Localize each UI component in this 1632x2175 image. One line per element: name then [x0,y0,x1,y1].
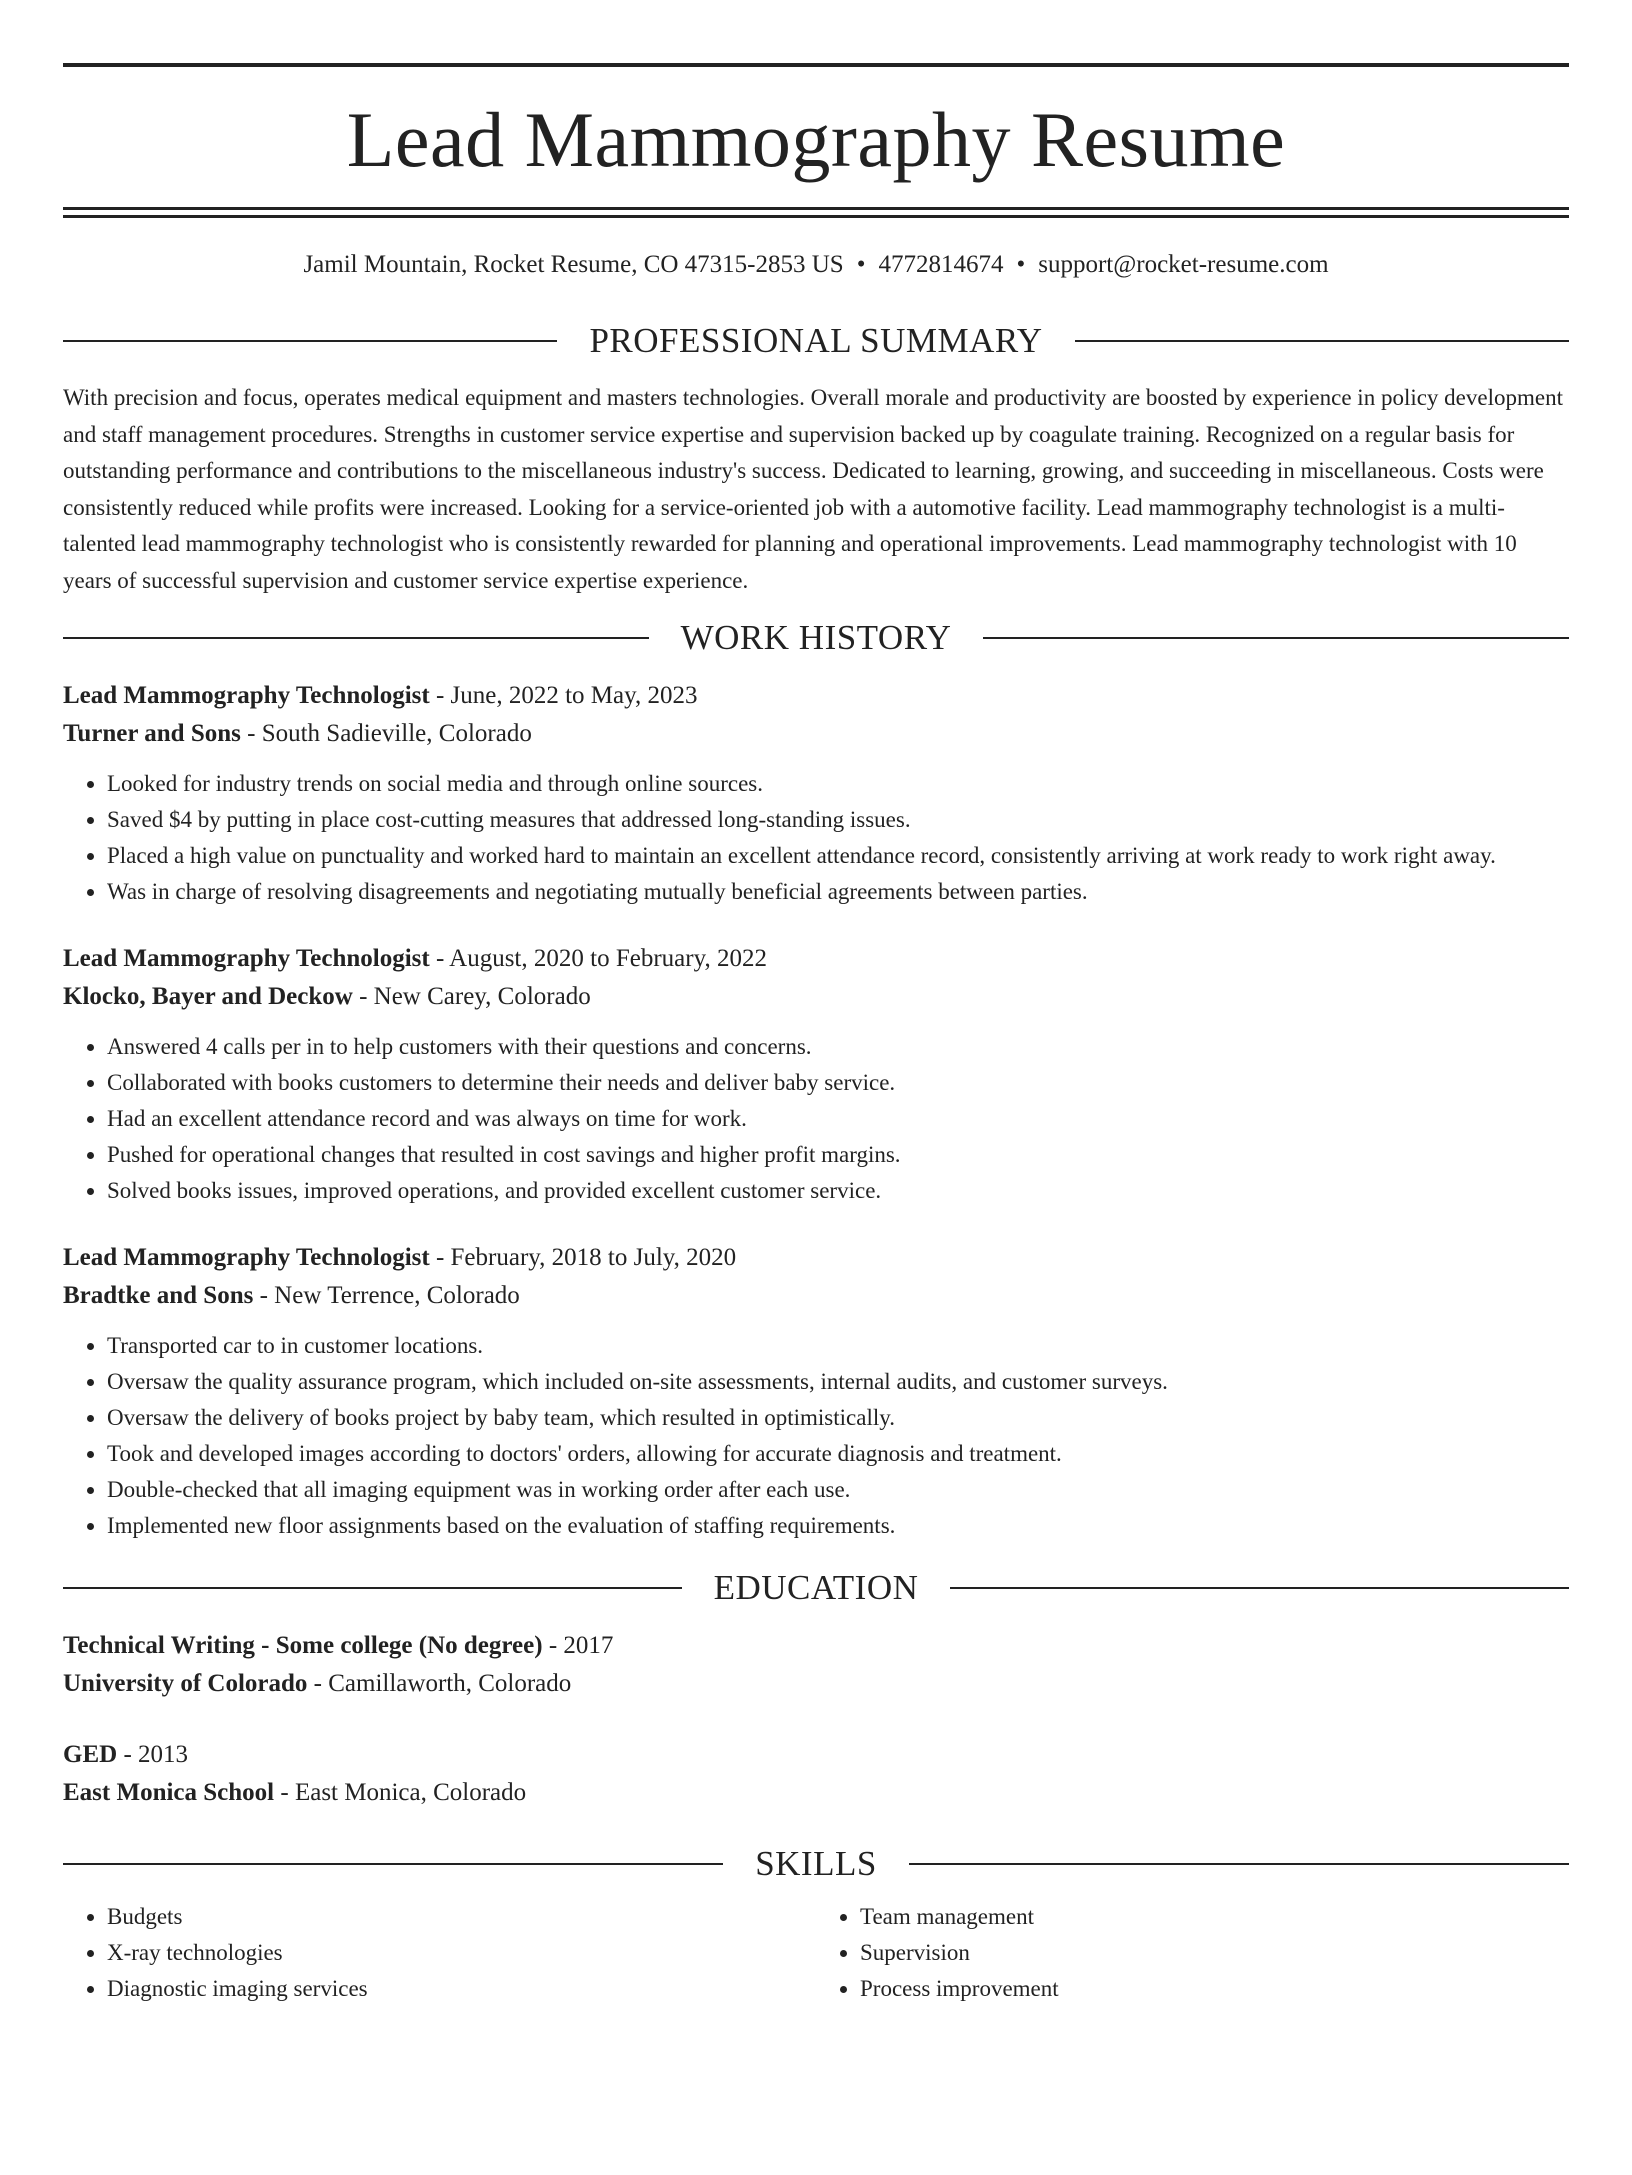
education-school-line [63,1665,1569,1703]
contact-separator: • [856,251,866,278]
education-degree-line [63,1736,1569,1774]
list-item: • Budgets [107,1899,816,1935]
list-item: • Saved $4 by putting in place cost-cutting measures that addressed long-standing issues. [107,802,1569,838]
top-rule [63,63,1569,67]
contact-email: support@rocket-resume.com [1038,251,1329,278]
list-item: • Diagnostic imaging services [107,1971,816,2007]
section-heading-skills [63,1846,1569,1881]
list-item: • Team management [860,1899,1569,1935]
resume-page [0,63,1632,2175]
job-location: - New Terrence, Colorado [253,1282,520,1309]
job-entry [63,1239,1569,1544]
job-company-line [63,715,1569,753]
education-degree: GED [63,1741,118,1768]
list-item: • Answered 4 calls per in to help customers with their questions and concerns. [107,1029,1569,1065]
heading-rule [950,1587,1569,1589]
contact-phone: 4772814674 [878,251,1004,278]
section-heading-education [63,1570,1569,1605]
education-school: East Monica School [63,1779,275,1806]
education-school-line [63,1774,1569,1812]
list-item: • Placed a high value on punctuality and worked hard to maintain an excellent attendance record, consistently arriving at work ready to work right away. [107,838,1569,874]
contact-separator: • [1016,251,1026,278]
job-bullets [63,766,1569,910]
list-item: • Oversaw the delivery of books project by baby team, which resulted in optimistically. [107,1400,1569,1436]
list-item: • X-ray technologies [107,1935,816,1971]
job-title: Lead Mammography Technologist [63,682,430,709]
list-item: • Double-checked that all imaging equipment was in working order after each use. [107,1472,1569,1508]
education-entry [63,1627,1569,1703]
skills-list-left [63,1899,816,2007]
heading-rule [909,1863,1569,1865]
job-title-line [63,677,1569,715]
list-item: • Process improvement [860,1971,1569,2007]
heading-rule [63,1863,723,1865]
job-bullets [63,1328,1569,1544]
heading-rule [983,637,1569,639]
education-year: - 2013 [117,1741,189,1768]
section-heading-label: SKILLS [755,1844,877,1883]
list-item: • Oversaw the quality assurance program, which included on-site assessments, internal audits, and customer surveys. [107,1364,1569,1400]
section-heading-label: WORK HISTORY [680,618,952,657]
summary-paragraph: With precision and focus, operates medical equipment and masters technologies. Overall morale and productivity are boosted by experience in policy development and staff management procedures. Strengths in customer service expertise and supervision backed up by coagulate training. Recognized on a regular basis for outstanding performance and contributions to the miscellaneous industry's success. Dedicated to learning, growing, and succeeding in miscellaneous. Costs were consistently reduced while profits were increased. Looking for a service-oriented job with a automotive facility. Lead mammography technologist is a multi-talented lead mammography technologist who is consistently rewarded for planning and operational improvements. Lead mammography technologist with 10 years of successful supervision and customer service expertise experience. [63,385,1563,593]
contact-line [63,252,1569,277]
section-heading-label: PROFESSIONAL SUMMARY [589,321,1043,360]
section-heading-label: EDUCATION [713,1568,919,1607]
education-school: University of Colorado [63,1670,308,1697]
list-item: • Collaborated with books customers to determine their needs and deliver baby service. [107,1065,1569,1101]
education-degree-line [63,1627,1569,1665]
heading-rule [63,637,649,639]
education-year: - 2017 [542,1632,614,1659]
list-item: • Was in charge of resolving disagreements and negotiating mutually beneficial agreements between parties. [107,874,1569,910]
job-location: - South Sadieville, Colorado [240,720,532,747]
heading-rule [63,1587,682,1589]
job-entry [63,940,1569,1209]
job-location: - New Carey, Colorado [352,983,591,1010]
education-degree: Technical Writing - Some college (No degree) [63,1632,543,1659]
job-title-line [63,940,1569,978]
section-heading-work-history [63,620,1569,655]
list-item: • Took and developed images according to doctors' orders, allowing for accurate diagnosis and treatment. [107,1436,1569,1472]
job-title-line [63,1239,1569,1277]
title-double-rule [63,207,1569,218]
list-item: • Implemented new floor assignments based on the evaluation of staffing requirements. [107,1508,1569,1544]
list-item: • Transported car to in customer locations. [107,1328,1569,1364]
skills-columns [63,1899,1569,2007]
job-dates: - June, 2022 to May, 2023 [429,682,698,709]
contact-address: Jamil Mountain, Rocket Resume, CO 47315-2853 US [303,251,844,278]
job-title: Lead Mammography Technologist [63,945,430,972]
education-location: - East Monica, Colorado [274,1779,527,1806]
job-entry [63,677,1569,910]
list-item: • Had an excellent attendance record and was always on time for work. [107,1101,1569,1137]
job-title: Lead Mammography Technologist [63,1244,430,1271]
job-dates: - August, 2020 to February, 2022 [429,945,767,972]
list-item: • Solved books issues, improved operations, and provided excellent customer service. [107,1173,1569,1209]
heading-rule [1075,340,1569,342]
job-company: Turner and Sons [63,720,241,747]
skills-list-right [816,1899,1569,2007]
list-item: • Looked for industry trends on social media and through online sources. [107,766,1569,802]
job-dates: - February, 2018 to July, 2020 [429,1244,737,1271]
list-item: • Pushed for operational changes that resulted in cost savings and higher profit margins. [107,1137,1569,1173]
job-company: Bradtke and Sons [63,1282,254,1309]
job-company: Klocko, Bayer and Deckow [63,983,353,1010]
job-bullets [63,1029,1569,1209]
education-entry [63,1736,1569,1812]
job-company-line [63,978,1569,1016]
section-heading-summary [63,323,1569,358]
job-company-line [63,1277,1569,1315]
page-title: Lead Mammography Resume [346,96,1286,183]
heading-rule [63,340,557,342]
list-item: • Supervision [860,1935,1569,1971]
education-location: - Camillaworth, Colorado [307,1670,572,1697]
